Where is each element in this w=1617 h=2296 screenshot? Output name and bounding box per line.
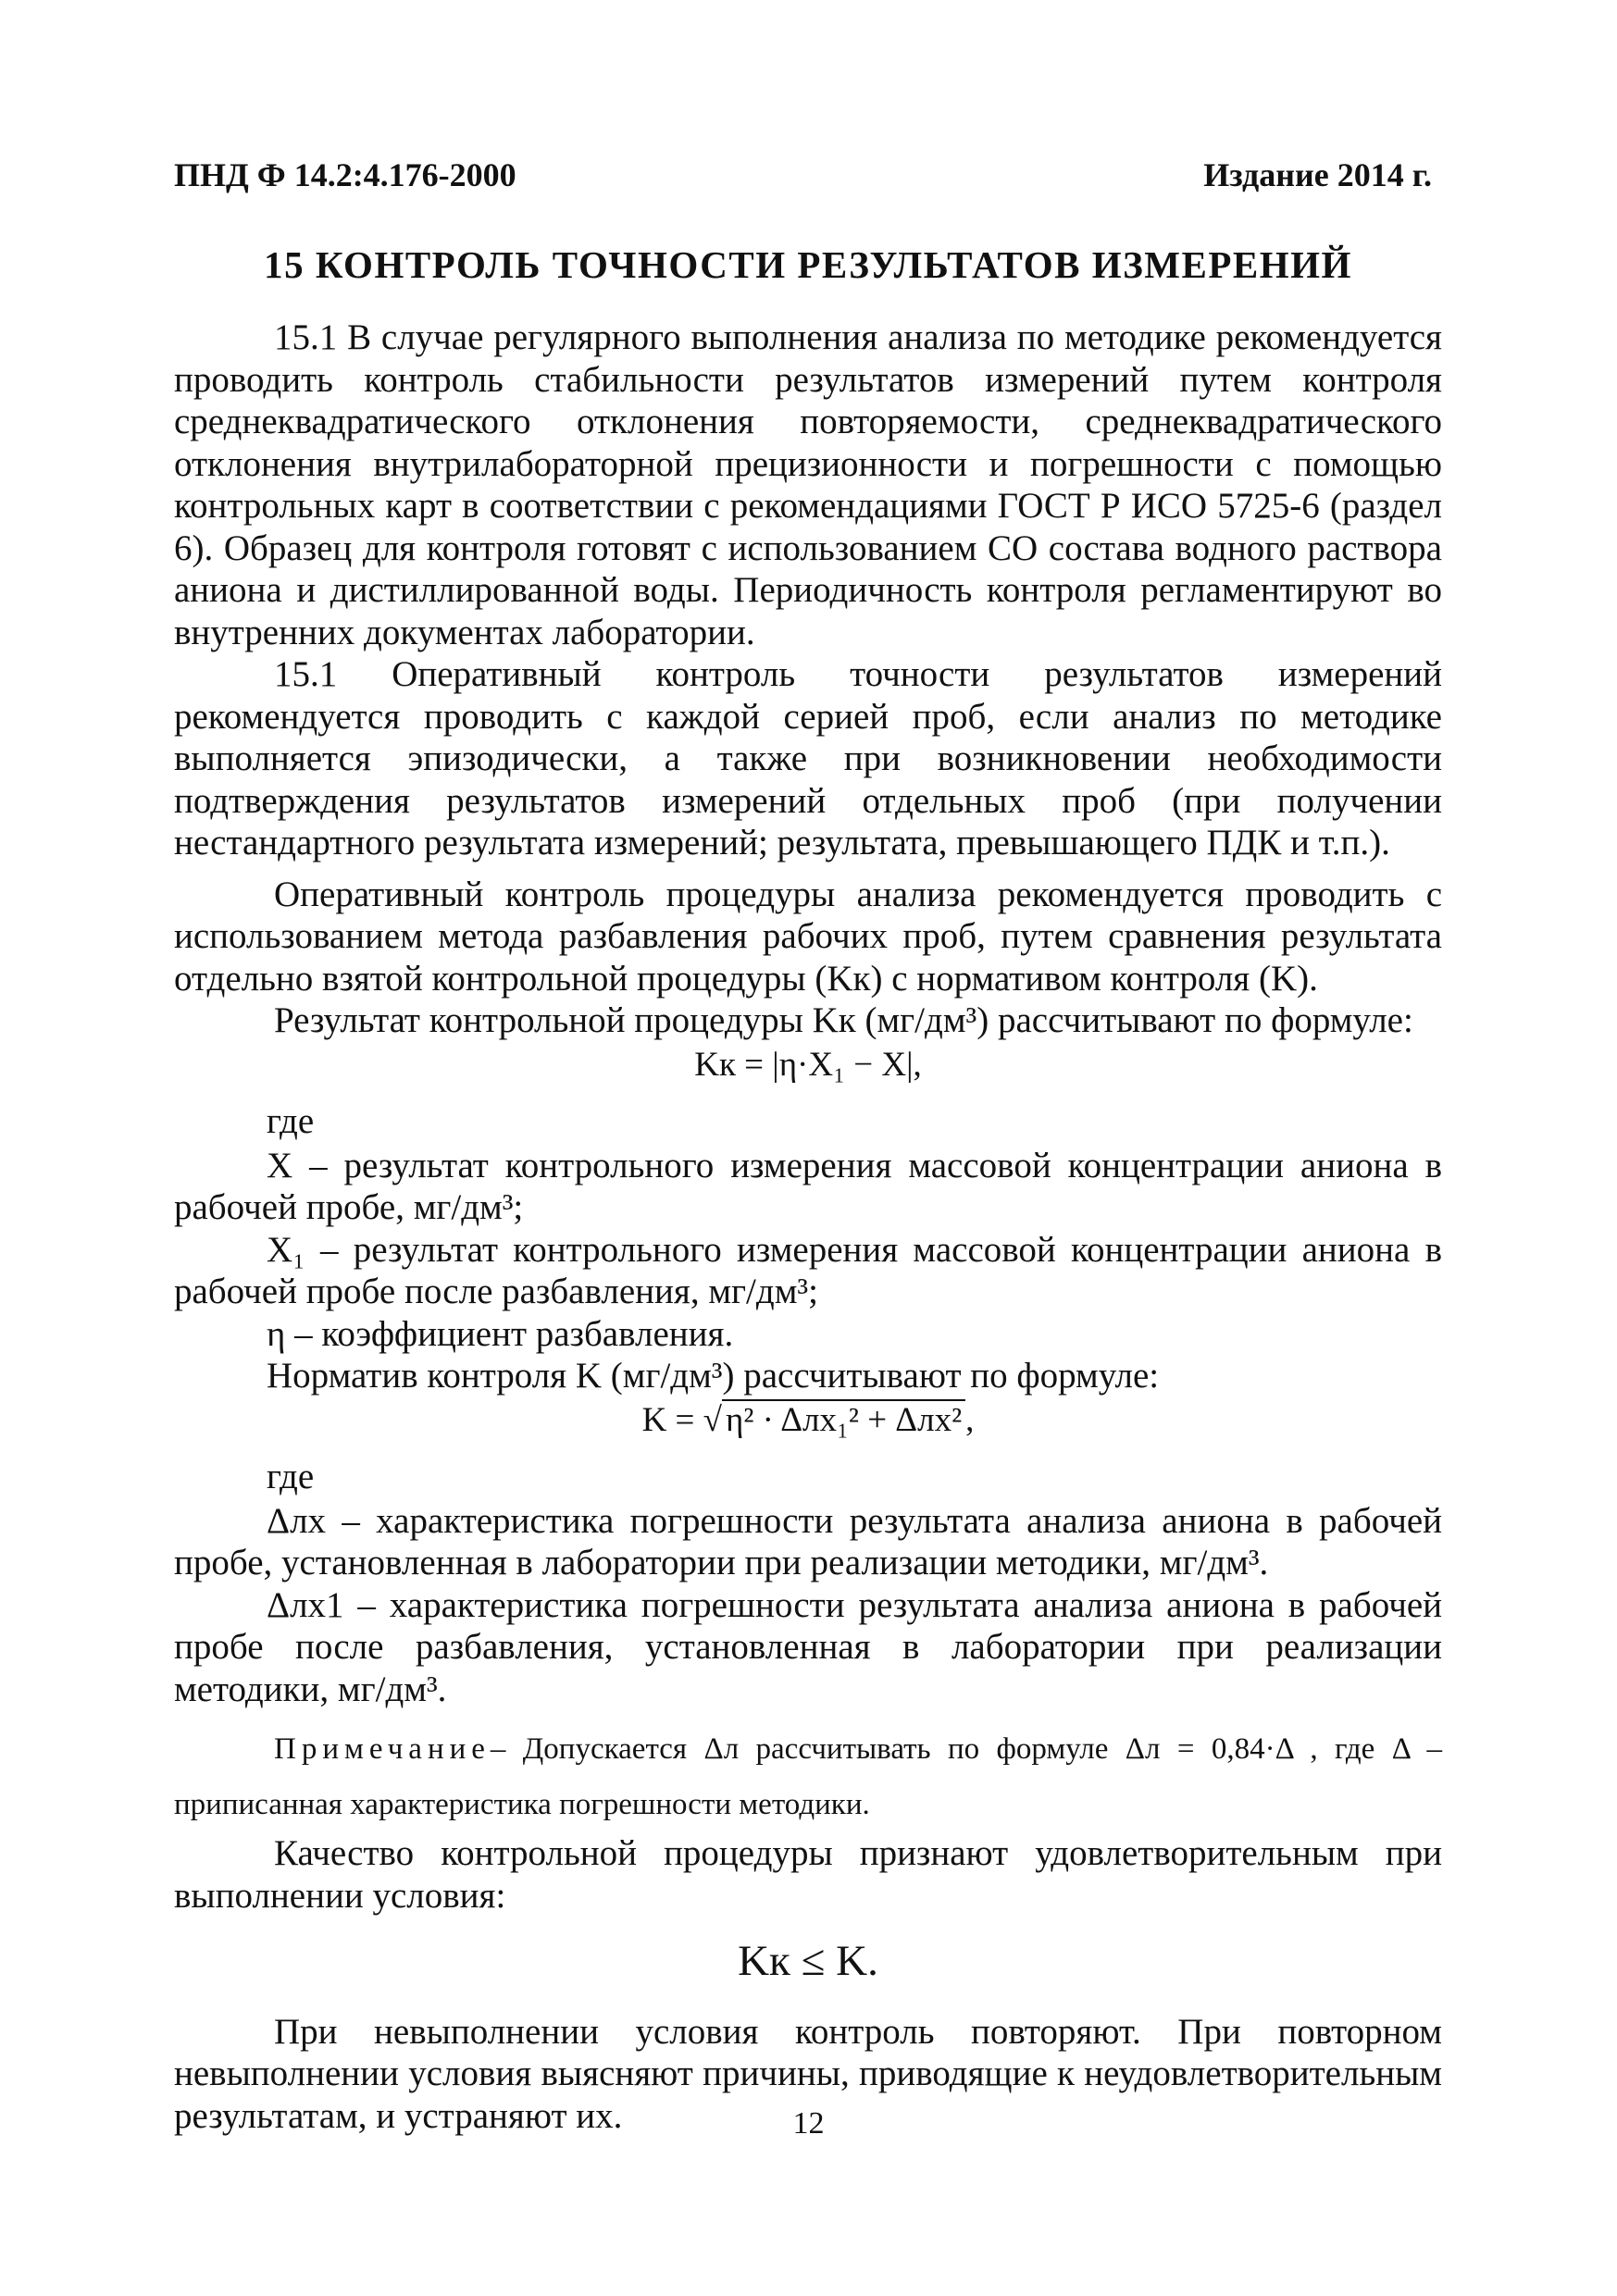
paragraph-quality-condition: Качество контрольной процедуры признают удовлетворительным при выполнении условия: <box>174 1833 1442 1916</box>
note-text: – Допускается Δл рассчитывать по формуле Δл = 0,84·Δ , где Δ – приписанная характеристика погрешности методики. <box>174 1732 1442 1821</box>
paragraph-regular-control: 15.1 В случае регулярного выполнения анализа по методике рекомендуется проводить контроль стабильности результатов измерений путем контроля среднеквадратического отклонения повторяемости, среднеквадратического отклонения внутрилабораторной прецизионности и погрешности с помощью контрольных карт в соответствии с рекомендациями ГОСТ Р ИСО 5725-6 (раздел 6). Образец для контроля готовят с использованием СО состава водного раствора аниона и дистиллированной воды. Периодичность контроля регламентируют во внутренних документах лаборатории. <box>174 317 1442 652</box>
formula-lhs: K = <box>641 1400 703 1439</box>
edition-label: Издание 2014 г. <box>1203 156 1432 193</box>
section-title: 15 КОНТРОЛЬ ТОЧНОСТИ РЕЗУЛЬТАТОВ ИЗМЕРЕНИЙ <box>264 243 1352 286</box>
page-number: 12 <box>792 2106 825 2141</box>
paragraph-dilution-method: Оперативный контроль процедуры анализа рекомендуется проводить с использованием метода разбавления рабочих проб, путем сравнения результата отдельно взятой контрольной процедуры (Kк) с нормативом контроля (K). <box>174 874 1442 999</box>
definition-eta: η – коэффициент разбавления. <box>267 1313 734 1354</box>
paragraph-repeat-control: При невыполнении условия контроль повторяют. При повторном невыполнении условия выясняют причины, приводящие к неудовлетворительным результатам, и устраняют их. <box>174 2011 1442 2136</box>
paragraph-norm-formula-intro: Норматив контроля K (мг/дм³) рассчитывают по формуле: <box>267 1356 1160 1396</box>
document-code: ПНД Ф 14.2:4.176-2000 <box>174 156 516 193</box>
definition-x: X – результат контрольного измерения массовой концентрации аниона в рабочей пробе, мг/дм³; <box>174 1145 1442 1227</box>
formula-control-norm <box>174 1399 1442 1442</box>
definition-delta-lx: Δлх – характеристика погрешности результата анализа аниона в рабочей пробе, установленная в лаборатории при реализации методики, мг/дм³. <box>174 1500 1442 1582</box>
where-label-2: где <box>267 1457 315 1496</box>
paragraph-result-formula-intro: Результат контрольной процедуры Kк (мг/дм³) рассчитывают по формуле: <box>274 1000 1413 1040</box>
sqrt-icon: √ <box>703 1400 722 1439</box>
where-label: где <box>267 1101 315 1141</box>
formula-condition: Kк ≤ K. <box>738 1937 878 1985</box>
definition-delta-lx1: Δлх1 – характеристика погрешности результата анализа аниона в рабочей пробе после разбавления, установленная в лаборатории при реализации методики, мг/дм³. <box>174 1584 1442 1709</box>
formula-tail: , <box>965 1400 975 1439</box>
definition-x1: X₁ – результат контрольного измерения массовой концентрации аниона в рабочей пробе после разбавления, мг/дм³; <box>174 1229 1442 1311</box>
note-label: Примечание <box>274 1732 491 1766</box>
note <box>174 1721 1442 1832</box>
document-body <box>174 316 1442 2137</box>
formula-control-result: Kк = |η·X₁ − X|, <box>694 1045 922 1084</box>
formula-radicand: η² · Δлх₁² + Δлх² <box>722 1399 965 1439</box>
paragraph-operational-control: 15.1 Оперативный контроль точности результатов измерений рекомендуется проводить с каждой серией проб, если анализ по методике выполняется эпизодически, а также при возникновении необходимости подтверждения результатов измерений отдельных проб (при получении нестандартного результата измерений; результата, превышающего ПДК и т.п.). <box>174 654 1442 863</box>
